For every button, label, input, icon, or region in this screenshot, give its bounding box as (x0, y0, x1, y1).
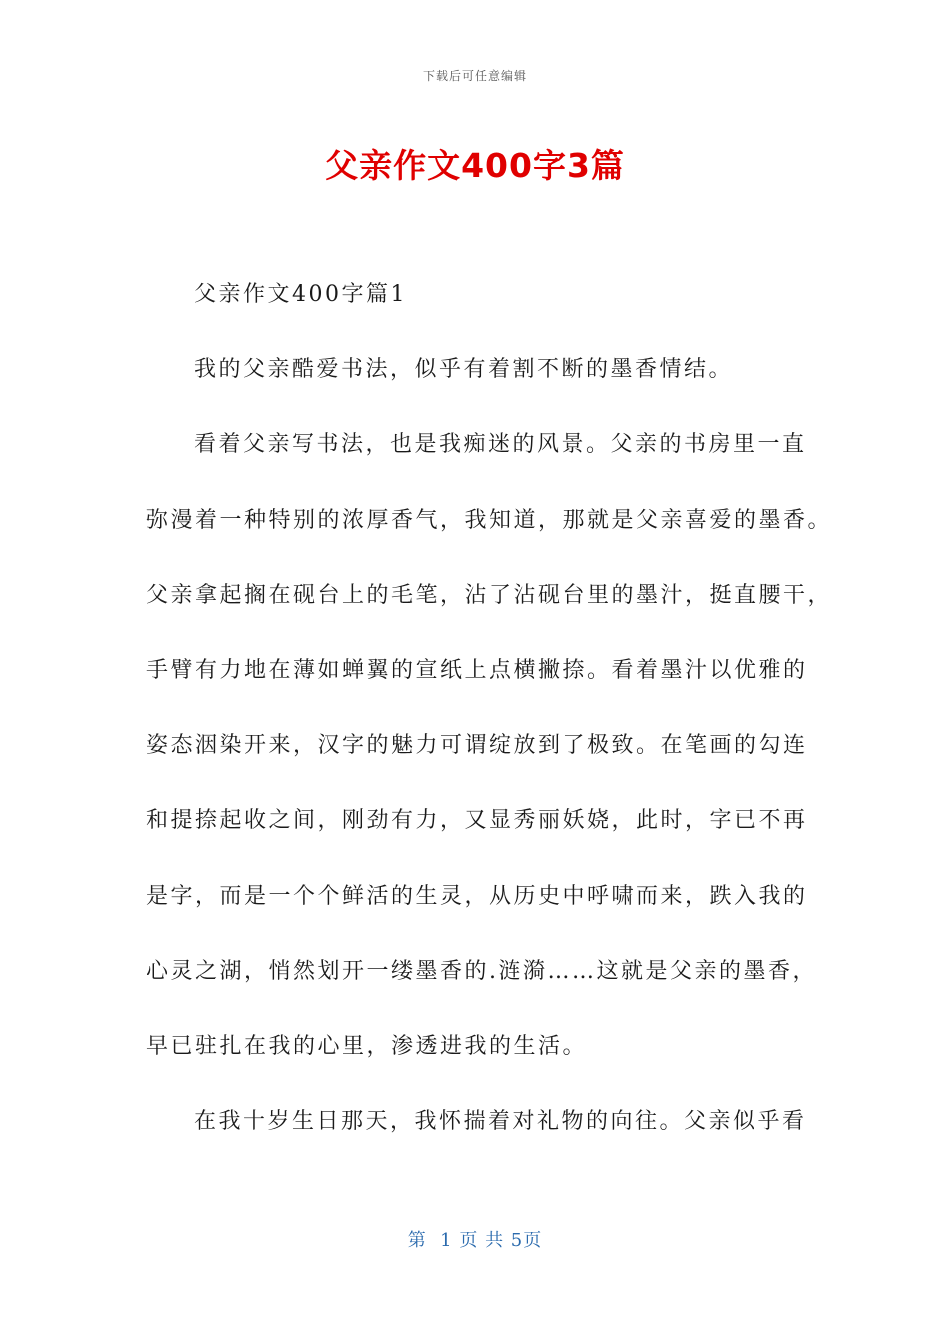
page-header-note: 下载后可任意编辑 (422, 69, 527, 83)
body-line: 和提捺起收之间，刚劲有力，又显秀丽妖娆，此时，字已不再 (146, 808, 808, 834)
body-line: 早已驻扎在我的心里，渗透进我的生活。 (146, 1033, 588, 1059)
document-body (146, 276, 833, 1178)
body-line-subtitle: 父亲作文400字篇1 (194, 282, 407, 307)
body-line: 是字，而是一个个鲜活的生灵，从历史中呼啸而来，跌入我的 (146, 883, 808, 909)
document-title: 父亲作文400字3篇 (325, 146, 625, 185)
body-line: 姿态洇染开来，汉字的魅力可谓绽放到了极致。在笔画的勾连 (146, 733, 808, 759)
body-line: 父亲拿起搁在砚台上的毛笔，沾了沾砚台里的墨汁，挺直腰干， (146, 582, 833, 608)
body-line: 手臂有力地在薄如蝉翼的宣纸上点横撇捺。看着墨汁以优雅的 (146, 657, 808, 683)
body-line: 我的父亲酷爱书法，似乎有着割不断的墨香情结。 (194, 357, 734, 383)
body-line: 弥漫着一种特别的浓厚香气，我知道，那就是父亲喜爱的墨香。 (146, 507, 833, 533)
body-line: 看着父亲写书法，也是我痴迷的风景。父亲的书房里一直 (194, 432, 807, 458)
body-line: 在我十岁生日那天，我怀揣着对礼物的向往。父亲似乎看 (194, 1109, 807, 1135)
body-line: 心灵之湖，悄然划开一缕墨香的.涟漪……这就是父亲的墨香， (146, 958, 817, 984)
page-number-footer: 第 1 页 共 5页 (407, 1230, 543, 1251)
